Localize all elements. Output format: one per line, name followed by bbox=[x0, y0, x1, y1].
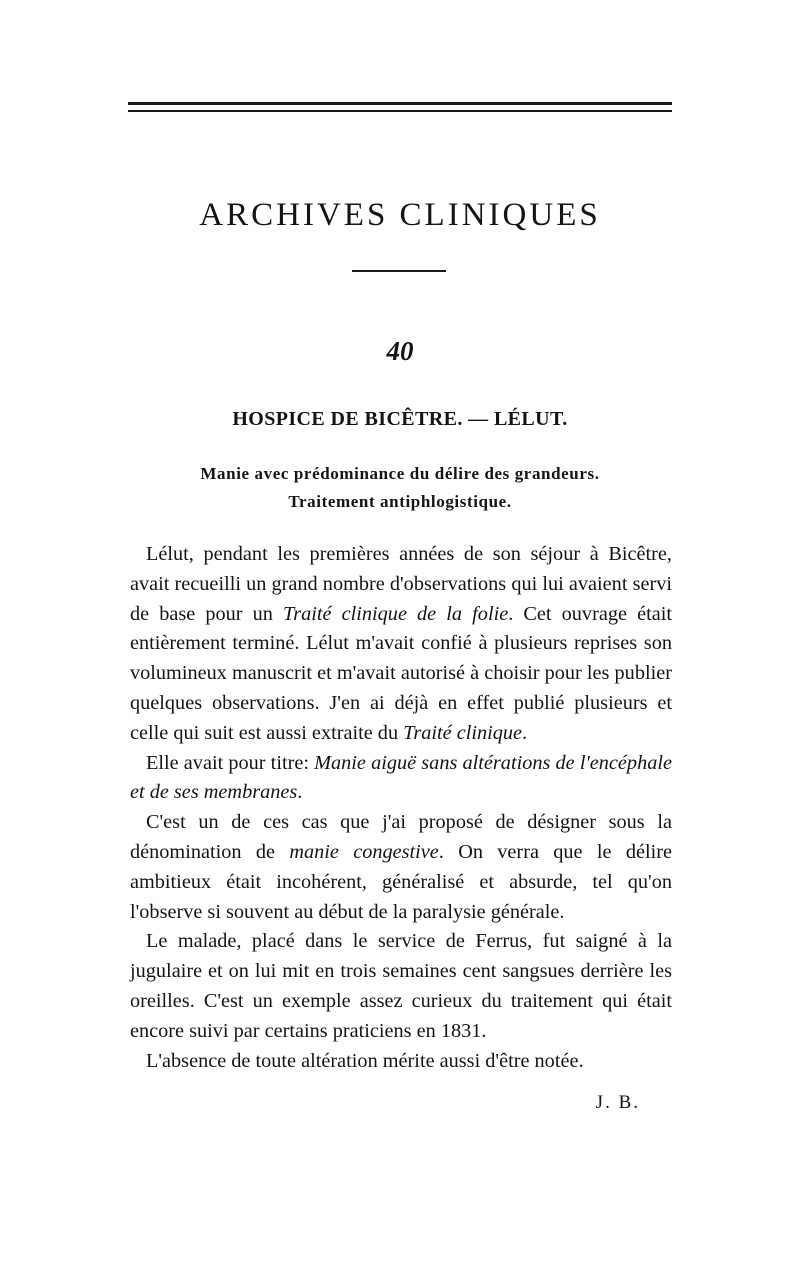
paragraph-4 bbox=[130, 927, 672, 1046]
paragraph-1 bbox=[130, 540, 672, 749]
case-title-line-2: Traitement antiphlogistique. bbox=[288, 492, 512, 511]
paragraph-4-text: Le malade, placé dans le service de Ferrus, fut saigné à la jugulaire et on lui mit en trois semaines cent sangsues derrière les oreilles. C'est un exemple assez curieux du traitement qui était encore suivi par certains praticiens en 1831. bbox=[130, 930, 672, 1042]
paragraph-3-text-a: C'est un de ces cas que j'ai proposé de désigner sous la dénomination de bbox=[130, 811, 672, 863]
paragraph-2-text-b: . bbox=[297, 781, 303, 804]
paragraph-3-text-b: . On verra que le délire ambitieux était incohérent, généralisé et absurde, tel qu'on l'observe si souvent au début de la paralysie générale. bbox=[130, 840, 672, 923]
paragraph-1-text-b: . Cet ouvrage était entièrement terminé. Lélut m'avait confié à plusieurs reprises son volumineux manuscrit et m'avait autorisé à choisir pour les publier quelques observations. J'en ai déjà en effet publié plusieurs et celle qui suit est aussi extraite du bbox=[130, 602, 672, 744]
paragraph-1-text-c: . bbox=[522, 721, 528, 744]
title-separator-rule bbox=[352, 270, 446, 272]
top-double-rule-inner bbox=[128, 110, 672, 112]
section-title: ARCHIVES CLINIQUES bbox=[199, 197, 601, 233]
paragraph-3 bbox=[130, 808, 672, 927]
paragraph-2-text-a: Elle avait pour titre: bbox=[146, 751, 315, 774]
hospital-author-line: HOSPICE DE BICÊTRE. — LÉLUT. bbox=[232, 408, 568, 430]
observation-number: 40 bbox=[386, 336, 414, 366]
paragraph-1-text-a: Lélut, pendant les premières années de son séjour à Bicêtre, avait recueilli un grand nombre d'observations qui lui avaient servi de base pour un bbox=[130, 543, 672, 625]
paragraph-5-text: L'absence de toute altération mérite aussi d'être notée. bbox=[146, 1049, 584, 1072]
paragraph-1-book-title: Traité clinique de la folie bbox=[283, 602, 509, 625]
case-title bbox=[0, 460, 800, 516]
top-double-rule bbox=[128, 102, 672, 105]
body-text bbox=[130, 540, 672, 1076]
paragraph-2-original-title: Manie aiguë sans altérations de l'encéphale et de ses membranes bbox=[130, 751, 672, 804]
signature: J. B. bbox=[595, 1092, 640, 1113]
paragraph-5 bbox=[130, 1047, 672, 1077]
paragraph-1-book-title-short: Traité clinique bbox=[403, 721, 523, 744]
case-title-line-1: Manie avec prédominance du délire des grandeurs. bbox=[200, 464, 600, 483]
paragraph-2 bbox=[130, 749, 672, 809]
paragraph-3-term: manie congestive bbox=[289, 840, 439, 863]
